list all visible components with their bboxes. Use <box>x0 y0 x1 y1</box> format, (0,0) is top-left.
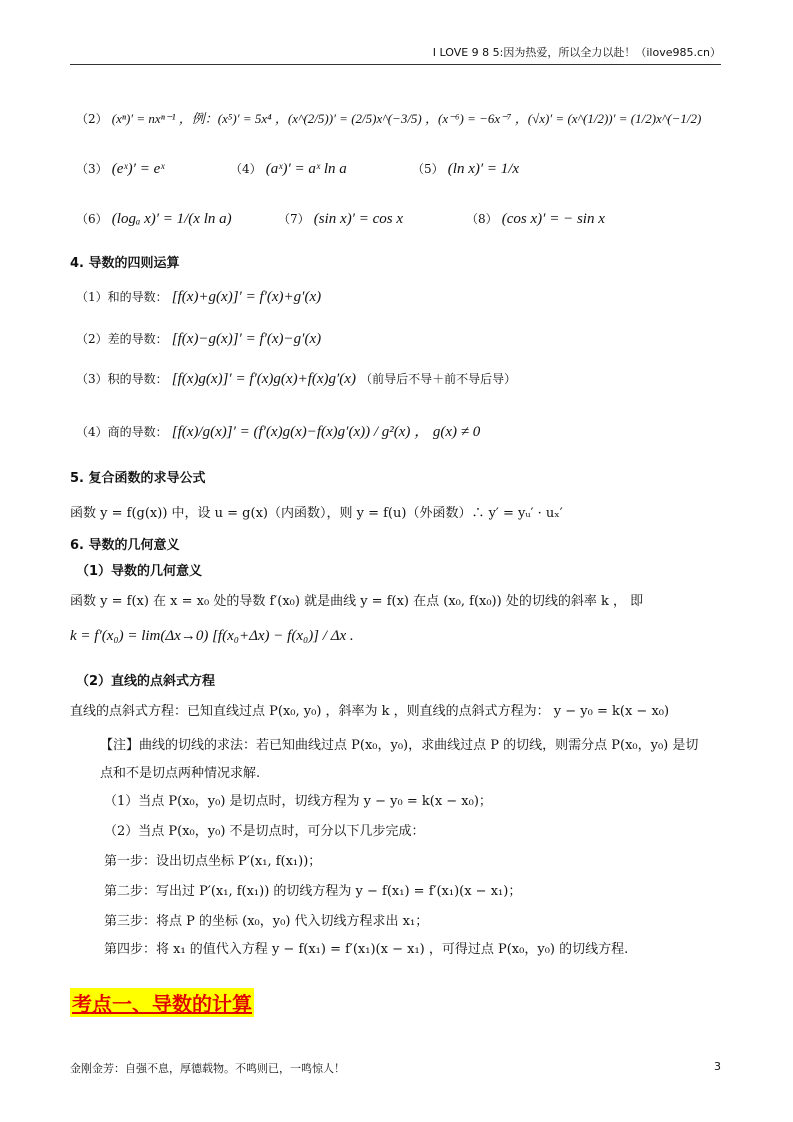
formula-5: （5） (ln x)′ = 1/x <box>412 161 520 177</box>
section-6-sub2: （2）直线的点斜式方程 <box>76 674 216 689</box>
composite-rule: 函数 y = f(g(x)) 中，设 u = g(x)（内函数），则 y = f(u)（外函数）∴ y′ = yᵤ′ · uₓ′ <box>70 506 563 521</box>
note-step-3: 第三步：将点 P 的坐标 (x₀，y₀) 代入切线方程求出 x₁； <box>104 914 429 929</box>
note-step-4: 第四步：将 x₁ 的值代入方程 y − f(x₁) = f′(x₁)(x − x₁) ，可得过点 P(x₀，y₀) 的切线方程. <box>104 942 629 957</box>
note-line-2: 点和不是切点两种情况求解. <box>100 766 261 781</box>
kaodian-heading: 考点一、导数的计算 <box>70 988 254 1017</box>
formula-3: （3） (eˣ)′ = eˣ <box>76 161 165 177</box>
page-footer <box>70 1060 721 1076</box>
geometric-meaning-p1: 函数 y = f(x) 在 x = x₀ 处的导数 f′(x₀) 就是曲线 y = f(x) 在点 (x₀, f(x₀)) 处的切线的斜率 k ， 即 <box>70 594 644 609</box>
note-line-1: 【注】曲线的切线的求法：若已知曲线过点 P(x₀，y₀)，求曲线过点 P 的切线，则需分点 P(x₀，y₀) 是切 <box>100 738 699 753</box>
page-number: 3 <box>714 1060 721 1073</box>
rule-product: （3）积的导数： [f(x)g(x)]′ = f′(x)g(x)+f(x)g′(x) （前导后不导＋前不导后导） <box>76 371 517 387</box>
note-step-2: 第二步：写出过 P′(x₁, f(x₁)) 的切线方程为 y − f(x₁) = f′(x₁)(x − x₁)； <box>104 884 522 899</box>
formula-6: （6） (logₐ x)′ = 1/(x ln a) <box>76 211 232 227</box>
note-line-4: （2）当点 P(x₀，y₀) 不是切点时，可分以下几步完成： <box>104 824 425 839</box>
formula-8: （8） (cos x)′ = − sin x <box>466 211 605 227</box>
note-step-1: 第一步：设出切点坐标 P′(x₁, f(x₁))； <box>104 854 322 869</box>
rule-sum: （1）和的导数： [f(x)+g(x)]′ = f′(x)+g′(x) <box>76 289 322 305</box>
derivative-limit-def: k = f′(x₀) = lim(Δx→0) [f(x₀+Δx) − f(x₀)] / Δx . <box>70 628 354 644</box>
formula-2: （2） (xⁿ)′ = nxⁿ⁻¹ ，例：(x⁵)′ = 5x⁴ ，(x^(2/5))′ = (2/5)x^(−3/5) ，(x⁻⁶) = −6x⁻⁷ ，(√x)′ = (x^(1/2))′ = (1/2)x^(−1/2) <box>76 111 702 126</box>
footer-motto: 金刚金芳：自强不息，厚德载物。不鸣则已，一鸣惊人！ <box>70 1062 345 1075</box>
page-header <box>70 44 721 65</box>
formula-4: （4） (aˣ)′ = aˣ ln a <box>230 161 347 177</box>
section-6-sub1: （1）导数的几何意义 <box>76 564 203 579</box>
section-4-title: 4. 导数的四则运算 <box>70 256 180 271</box>
rule-difference: （2）差的导数： [f(x)−g(x)]′ = f′(x)−g′(x) <box>76 331 322 347</box>
section-5-title: 5. 复合函数的求导公式 <box>70 471 206 486</box>
section-6-title: 6. 导数的几何意义 <box>70 538 180 553</box>
rule-quotient: （4）商的导数： [f(x)/g(x)]′ = (f′(x)g(x)−f(x)g′(x)) / g²(x) ， g(x) ≠ 0 <box>76 424 481 440</box>
header-text: I LOVE 9 8 5:因为热爱，所以全力以赴！（ilove985.cn） <box>432 46 721 59</box>
formula-7: （7） (sin x)′ = cos x <box>278 211 403 227</box>
note-line-3: （1）当点 P(x₀，y₀) 是切点时，切线方程为 y − y₀ = k(x − x₀)； <box>104 794 492 809</box>
point-slope-form: 直线的点斜式方程：已知直线过点 P(x₀, y₀) ，斜率为 k ，则直线的点斜式方程为： y − y₀ = k(x − x₀) <box>70 704 670 719</box>
